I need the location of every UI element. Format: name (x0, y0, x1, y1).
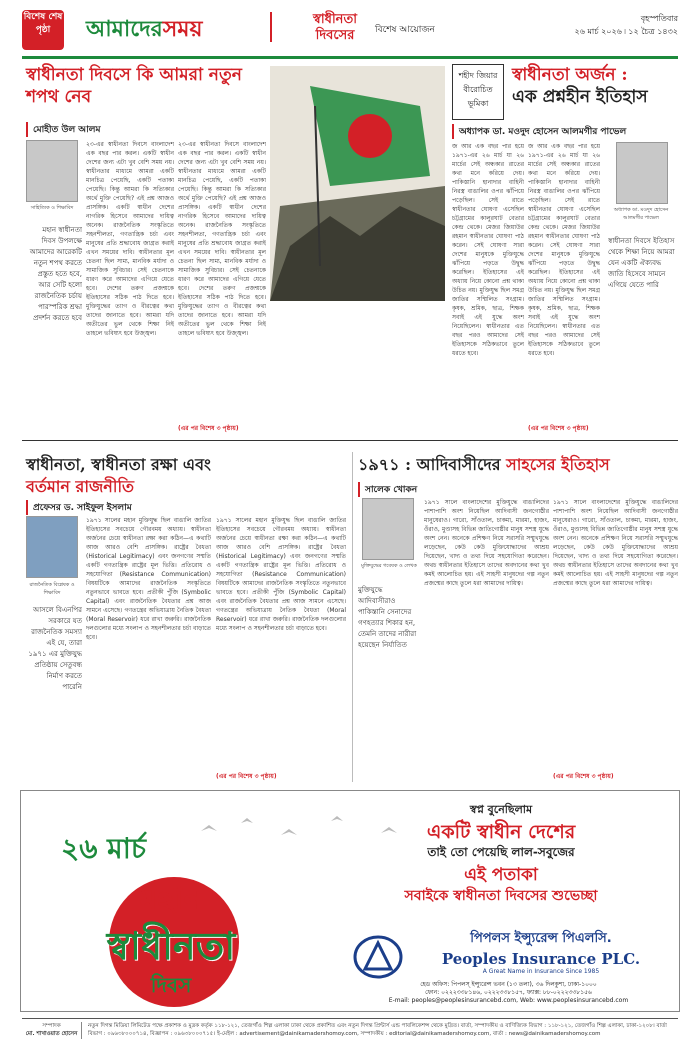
company-name-bn: পিপলস ইন্স্যুরেন্স পিএলসি. (470, 931, 612, 946)
editor-label: সম্পাদক (42, 1023, 61, 1029)
article2-byline: অধ্যাপক ডা. মওদুদ হোসেন আলমগীর পাভেল (452, 124, 678, 139)
article2-continued[interactable]: (এর পর বিশেষ ৩ পৃষ্ঠায়) (528, 425, 589, 432)
company-logo (353, 935, 403, 979)
section-subtitle: বিশেষ আয়োজন (375, 25, 435, 35)
article2-headline[interactable] (512, 64, 682, 108)
section-title: স্বাধীনতা দিবসের (313, 12, 357, 43)
company-address: হেড অফিস: পিপলস্ ইন্স্যুরেন্স ভবন (১৩ তলা), ৩৬ দিলকুশা, ঢাকা-১০০০ (420, 981, 597, 988)
ad-title-top: মহান (139, 879, 203, 917)
article4-headline[interactable] (358, 454, 678, 476)
article2-body-col1: জ আর এক বছর পার হয়ে ১৯৭১-এর ২৬ মার্চ যা ২৬ মার্চের সেই অন্ধকার রাতের কথা মনে করিয়ে দেয়। পাকিস্তানি হানাদার বাহিনী নিরস্ত্র বাঙালির ওপর ঝাঁপিয়ে পড়েছিল। সেই রাতে স্বাধীনতার ঘোষণা এসেছিল চট্টগ্রামের কালুরঘাট বেতার কেন্দ্র থেকে। মেজর জিয়াউর রহমান স্বাধীনতার ঘোষণা পাঠ করেন। সেই ঘোষণা সারা দেশের মানুষকে মুক্তিযুদ্ধে ঝাঁপিয়ে পড়তে উদ্বুদ্ধ করেছিল। ইতিহাসের এই অধ্যায় নিয়ে কোনো প্রশ্ন থাকা উচিত নয়। মুক্তিযুদ্ধ ছিল সমগ্র জাতির সম্মিলিত সংগ্রাম। কৃষক, শ্রমিক, ছাত্র, শিক্ষক সবাই এই যুদ্ধে অংশ নিয়েছিলেন। স্বাধীনতার এত বছর পরও আমাদের সেই ইতিহাসকে সঠিকভাবে তুলে ধরতে হবে। (452, 143, 524, 357)
article3-title-line2: বর্তমান রাজনীতি (26, 477, 135, 496)
article3-title-line1: স্বাধীনতা, স্বাধীনতা রক্ষা এবং (26, 455, 211, 474)
logo-main: আমাদের (86, 16, 163, 42)
photo-caption: সাহিত্যিক ও শিক্ষাবিদ (30, 205, 74, 211)
pull-quote: আসলে বিএনপির সরকারে যত রাজনৈতিক সমস্যা এই যে, তারা ১৯৭১ এর মুক্তিযুদ্ধ প্রতিষ্ঠায় সেতুবন্ধ নির্মাণ করতে পারেনি (28, 606, 82, 691)
company-block (411, 929, 671, 975)
illustration-svg (270, 66, 445, 301)
logo-accent: সময় (162, 16, 203, 42)
article4-title-date: ১৯৭১ : (358, 455, 412, 474)
newspaper-logo[interactable] (86, 12, 202, 49)
company-web[interactable]: E-mail: peoples@peoplesinsurancebd.com, Web: www.peoplesinsurancebd.com (388, 997, 629, 1004)
header-rule (22, 56, 678, 59)
article2-title: এক প্রশ্নহীন ইতিহাস (512, 87, 648, 107)
author-photo (616, 142, 668, 204)
column-divider (352, 452, 353, 782)
article1-body-col1: ২৩-এর স্বাধীনতা দিবসে বাংলাদেশ এক বছর পার করল। একটি স্বাধীন দেশের জন্য এটা খুব বেশি সময় নয়। স্বাধীনতার মাধ্যমে আমরা একটি মানচিত্র পেয়েছি, একটি পতাকা পেয়েছি। কিন্তু আমরা কি সত্যিকার অর্থে মুক্তি পেয়েছি? এই প্রশ্ন আজও প্রাসঙ্গিক। একটি স্বাধীন দেশের নাগরিক হিসেবে আমাদের দায়িত্ব অনেক। রাজনৈতিক সংস্কৃতিতে সহনশীলতা, গণতান্ত্রিক চর্চা এবং মানুষের প্রতি শ্রদ্ধাবোধ জাগ্রত করাই এখন সময়ের দাবি। স্বাধীনতার মূল চেতনা ছিল সাম্য, মানবিক মর্যাদা ও সামাজিক সুবিচার। সেই চেতনাকে ধারণ করে আমাদের এগিয়ে যেতে হবে। দেশের তরুণ প্রজন্মকে ইতিহাসের সঠিক পাঠ দিতে হবে। মুক্তিযুদ্ধের ত্যাগ ও বীরত্বের কথা তাদের জানাতে হবে। আমরা যদি অতীতের ভুল থেকে শিক্ষা নিই তাহলে ভবিষ্যৎ হবে উজ্জ্বল। (86, 141, 174, 337)
article3-headline[interactable] (26, 454, 346, 498)
imprint-row (22, 1022, 678, 1039)
article1-headline[interactable] (26, 64, 266, 108)
article1-continued[interactable]: (এর পর বিশেষ ৩ পৃষ্ঠায়) (178, 425, 239, 432)
author-photo (26, 516, 78, 578)
article2-body-col2: জ আর এক বছর পার হয়ে ১৯৭১-এর ২৬ মার্চ যা ২৬ মার্চের সেই অন্ধকার রাতের কথা মনে করিয়ে দেয়। পাকিস্তানি হানাদার বাহিনী নিরস্ত্র বাঙালির ওপর ঝাঁপিয়ে পড়েছিল। সেই রাতে স্বাধীনতার ঘোষণা এসেছিল চট্টগ্রামের কালুরঘাট বেতার কেন্দ্র থেকে। মেজর জিয়াউর রহমান স্বাধীনতার ঘোষণা পাঠ করেন। সেই ঘোষণা সারা দেশের মানুষকে মুক্তিযুদ্ধে ঝাঁপিয়ে পড়তে উদ্বুদ্ধ করেছিল। ইতিহাসের এই অধ্যায় নিয়ে কোনো প্রশ্ন থাকা উচিত নয়। মুক্তিযুদ্ধ ছিল সমগ্র জাতির সম্মিলিত সংগ্রাম। কৃষক, শ্রমিক, ছাত্র, শিক্ষক সবাই এই যুদ্ধে অংশ নিয়েছিলেন। স্বাধীনতার এত বছর পরও আমাদের সেই ইতিহাসকে সঠিকভাবে তুলে ধরতে হবে। (528, 143, 600, 357)
date-line: ২৬ মার্চ ২০২৬ ৷ ১২ চৈত্র ১৪৩২ (574, 27, 678, 36)
author-photo (362, 498, 414, 560)
ad-line1: স্বপ্ন বুনেছিলাম (469, 803, 533, 816)
ad-line2: একটি স্বাধীন দেশের (426, 821, 576, 843)
pull-quote: মহান স্বাধীনতা দিবস উপলক্ষে আমাদের আরেকটি নতুন শপথ করতে প্রস্তুত হতে হবে, আর সেটি হলো রাজনৈতিক চর্চায় পারস্পরিক শ্রদ্ধা প্রদর্শন করতে হবে (29, 226, 82, 322)
article4-title-main: আদিবাসীদের (416, 455, 501, 474)
article3-continued[interactable]: (এর পর বিশেষ ৩ পৃষ্ঠায়) (216, 773, 277, 780)
pull-quote: স্বাধীনতা দিবসে ইতিহাস থেকে শিক্ষা নিয়ে আমরা যেন একটি ঐক্যবদ্ধ জাতি হিসেবে সামনে এগিয়ে যেতে পারি (608, 237, 675, 289)
article2-title-accent: স্বাধীনতা অর্জন : (512, 65, 628, 85)
ad-line4: এই পতাকা (464, 865, 538, 885)
article1-byline: মোহীত উল আলম (26, 122, 266, 137)
author-photo (26, 140, 78, 202)
special-page-badge: বিশেষ শেষ পৃষ্ঠা (22, 10, 64, 50)
ad-message (331, 801, 671, 906)
article4-body-col2: ১৯৭১ সালে বাংলাদেশের মুক্তিযুদ্ধে বাঙালিদের পাশাপাশি অংশ নিয়েছিল আদিবাসী জনগোষ্ঠীর মানুষেরাও। গারো, সাঁওতাল, চাকমা, মারমা, হাজং, ওঁরাও, মুণ্ডাসহ বিভিন্ন জাতিগোষ্ঠীর মানুষ সশস্ত্র যুদ্ধে অংশ নেন। অনেকে প্রশিক্ষণ নিয়ে সরাসরি সম্মুখযুদ্ধে লড়েছেন, কেউ কেউ মুক্তিযোদ্ধাদের আশ্রয় দিয়েছেন, খাদ্য ও তথ্য দিয়ে সহযোগিতা করেছেন। অথচ স্বাধীনতার ইতিহাসে তাদের অবদানের কথা খুব কমই আলোচিত হয়। এই সাহসী মানুষদের গল্প নতুন প্রজন্মের কাছে তুলে ধরা আমাদের দায়িত্ব। (553, 499, 678, 587)
ad-title-bottom: দিবস (150, 973, 192, 997)
article4-byline: সালেক খোকন (358, 482, 478, 497)
section-divider (22, 440, 678, 441)
issue-date (575, 12, 679, 38)
pull-quote: মুক্তিযুদ্ধে আদিবাসীরাও পাকিস্তানি সেনাদের গণহত্যার শিকার হন, তেমনি তাদের নারীরা হয়েছেন নির্যাতিত (358, 586, 417, 649)
ad-date: ২৬ মার্চ (61, 832, 146, 865)
photo-caption: অধ্যাপক ডা. মওদুদ হোসেন আলমগীর পাভেল (613, 207, 669, 221)
article3-body-col2: ১৯৭১ সালের মহান মুক্তিযুদ্ধ ছিল বাঙালি জাতির ইতিহাসের সবচেয়ে গৌরবময় অধ্যায়। স্বাধীনতা অর্জনের চেয়ে স্বাধীনতা রক্ষা করা কঠিন—এ কথাটি আজ আরও বেশি প্রাসঙ্গিক। রাষ্ট্রের বৈধতা (Historical Legitimacy) এবং জনগণের সম্মতি একটি গণতান্ত্রিক রাষ্ট্রের মূল ভিত্তি। প্রতিরোধ ও সহযোগিতা (Resistance Communication) বিষয়টিকে আমাদের রাজনৈতিক সংস্কৃতিতে নতুনভাবে ভাবতে হবে। প্রতীকী পুঁজি (Symbolic Capital) এবং রাজনৈতিক বৈধতার প্রশ্ন আজ সামনে এসেছে। গণতন্ত্রের অভিযাত্রায় নৈতিক বৈধতা (Moral Reservoir) ধরে রাখা জরুরি। রাজনৈতিক দলগুলোর মধ্যে সংলাপ ও সহনশীলতার চর্চা বাড়াতে হবে। (216, 517, 346, 632)
company-contact (341, 981, 676, 1005)
editor-name: মো. শাখাওয়াত হোসেন (25, 1031, 78, 1037)
photo-caption: রাজনৈতিক বিশ্লেষক ও শিক্ষাবিদ (29, 582, 75, 596)
company-name-en: Peoples Insurance PLC. (441, 950, 641, 968)
editor-block (22, 1022, 82, 1039)
article3-byline: প্রফেসর ড. সাইফুল ইসলাম (26, 500, 346, 515)
insurance-advertisement[interactable] (20, 790, 680, 1012)
company-tagline: A Great Name in Insurance Since 1985 (482, 968, 600, 975)
article2-tag: শহীদ জিয়ার বীরোচিত ভূমিকা (452, 64, 504, 120)
imprint-footer (22, 1018, 678, 1042)
ad-line5: সবাইকে স্বাধীনতা দিবসের শুভেচ্ছা (404, 888, 598, 904)
imprint-text: নতুন দিগন্ত মিডিয়া লিমিটেড পক্ষে প্রকাশক ও মুদ্রক কর্তৃক ১১৮-১২১, তেজগাঁও শিল্প এলাকা ঢাকা থেকে প্রকাশিত এবং নতুন দিগন্ত প্রিন্টার্স এন্ড পাবলিকেশন্স থেকে মুদ্রিত। বার্তা, সম্পাদকীয় ও বাণিজ্যিক বিভাগ : ১১৮-১২১, তেজগাঁও শিল্প এলাকা, ঢাকা-১২০৮। বার্তা বিভাগ : ০৯৬৩৮০০০৭১৪, বিজ্ঞাপন : ০৯৬৩৮০০০৭১৫। ই-মেইল : advertisement@dainikamadershomoy.com, সম্পাদকীয় : editorial@dainikamadershomoy.com, বার্তা : news@dainikamadershomoy.com (88, 1023, 667, 1037)
article1-title: স্বাধীনতা দিবসে কি আমরা নতুন শপথ নেব (26, 65, 242, 107)
article4-body-col1: ১৯৭১ সালে বাংলাদেশের মুক্তিযুদ্ধে বাঙালিদের পাশাপাশি অংশ নিয়েছিল আদিবাসী জনগোষ্ঠীর মানুষেরাও। গারো, সাঁওতাল, চাকমা, মারমা, হাজং, ওঁরাও, মুণ্ডাসহ বিভিন্ন জাতিগোষ্ঠীর মানুষ সশস্ত্র যুদ্ধে অংশ নেন। অনেকে প্রশিক্ষণ নিয়ে সরাসরি সম্মুখযুদ্ধে লড়েছেন, কেউ কেউ মুক্তিযোদ্ধাদের আশ্রয় দিয়েছেন, খাদ্য ও তথ্য দিয়ে সহযোগিতা করেছেন। অথচ স্বাধীনতার ইতিহাসে তাদের অবদানের কথা খুব কমই আলোচিত হয়। এই সাহসী মানুষদের গল্প নতুন প্রজন্মের কাছে তুলে ধরা আমাদের দায়িত্ব। (424, 499, 549, 587)
article4-title-accent: সাহসের ইতিহাস (506, 455, 610, 474)
article4-continued[interactable]: (এর পর বিশেষ ৩ পৃষ্ঠায়) (553, 773, 614, 780)
article3-body-col1: ১৯৭১ সালের মহান মুক্তিযুদ্ধ ছিল বাঙালি জাতির ইতিহাসের সবচেয়ে গৌরবময় অধ্যায়। স্বাধীনতা অর্জনের চেয়ে স্বাধীনতা রক্ষা করা কঠিন—এ কথাটি আজ আরও বেশি প্রাসঙ্গিক। রাষ্ট্রের বৈধতা (Historical Legitimacy) এবং জনগণের সম্মতি একটি গণতান্ত্রিক রাষ্ট্রের মূল ভিত্তি। প্রতিরোধ ও সহযোগিতা (Resistance Communication) বিষয়টিকে আমাদের রাজনৈতিক সংস্কৃতিতে নতুনভাবে ভাবতে হবে। প্রতীকী পুঁজি (Symbolic Capital) এবং রাজনৈতিক বৈধতার প্রশ্ন আজ সামনে এসেছে। গণতন্ত্রের অভিযাত্রায় নৈতিক বৈধতা (Moral Reservoir) ধরে রাখা জরুরি। রাজনৈতিক দলগুলোর মধ্যে সংলাপ ও সহনশীলতার চর্চা বাড়াতে হবে। (86, 517, 211, 641)
ad-line3: তাই তো পেয়েছি লাল-সবুজের (427, 845, 575, 859)
company-phone: ফোন: ০২২২৩৩৮১৪৬, ০২২২৩৩৮১৫৭, ফ্যাক্স: ৮৮-০২২২৩৩৮১৫৬ (425, 989, 592, 996)
photo-caption: মুক্তিযুদ্ধের গবেষক ও লেখক (361, 563, 417, 569)
weekday: বৃহস্পতিবার (640, 14, 678, 23)
ad-title-main: স্বাধীনতা (106, 923, 236, 968)
independence-illustration (270, 66, 445, 301)
article1-body-col2: ২৩-এর স্বাধীনতা দিবসে বাংলাদেশ এক বছর পার করল। একটি স্বাধীন দেশের জন্য এটা খুব বেশি সময় নয়। স্বাধীনতার মাধ্যমে আমরা একটি মানচিত্র পেয়েছি, একটি পতাকা পেয়েছি। কিন্তু আমরা কি সত্যিকার অর্থে মুক্তি পেয়েছি? এই প্রশ্ন আজও প্রাসঙ্গিক। একটি স্বাধীন দেশের নাগরিক হিসেবে আমাদের দায়িত্ব অনেক। রাজনৈতিক সংস্কৃতিতে সহনশীলতা, গণতান্ত্রিক চর্চা এবং মানুষের প্রতি শ্রদ্ধাবোধ জাগ্রত করাই এখন সময়ের দাবি। স্বাধীনতার মূল চেতনা ছিল সাম্য, মানবিক মর্যাদা ও সামাজিক সুবিচার। সেই চেতনাকে ধারণ করে আমাদের এগিয়ে যেতে হবে। দেশের তরুণ প্রজন্মকে ইতিহাসের সঠিক পাঠ দিতে হবে। মুক্তিযুদ্ধের ত্যাগ ও বীরত্বের কথা তাদের জানাতে হবে। আমরা যদি অতীতের ভুল থেকে শিক্ষা নিই তাহলে ভবিষ্যৎ হবে উজ্জ্বল। (178, 141, 266, 337)
header-separator (270, 12, 272, 42)
